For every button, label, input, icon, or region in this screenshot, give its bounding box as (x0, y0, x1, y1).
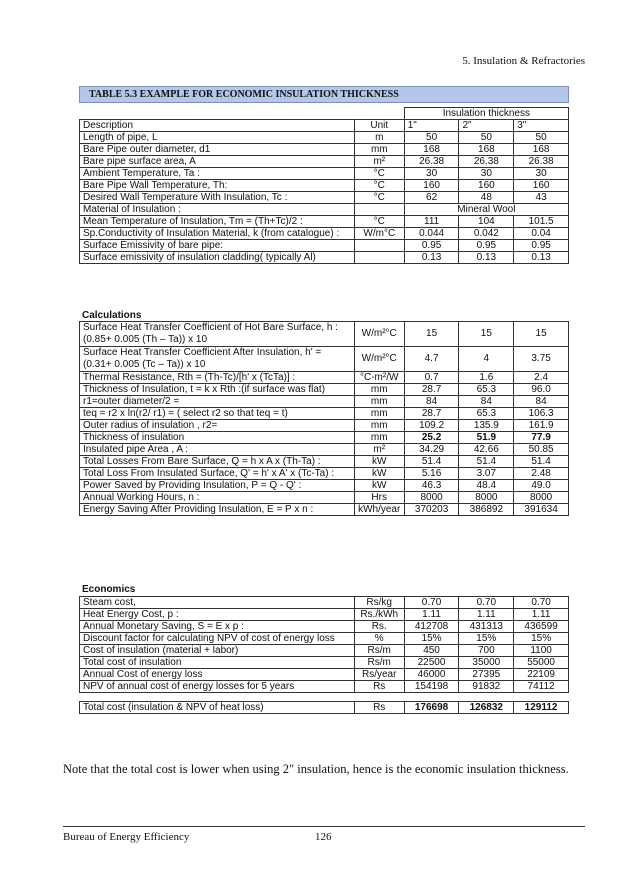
total-1in: 176698 (404, 702, 459, 714)
row-description: Surface Emissivity of bare pipe: (80, 240, 355, 252)
row-value: 412708 (404, 621, 459, 633)
row-unit: Rs/year (354, 669, 404, 681)
calculations-heading: Calculations (82, 310, 142, 321)
row-value: 0.70 (404, 597, 459, 609)
row-value: 168 (404, 144, 459, 156)
row-unit: W/m²°C (354, 347, 404, 372)
row-value: 700 (459, 645, 514, 657)
footer-publisher: Bureau of Energy Efficiency (63, 831, 190, 843)
row-value: 28.7 (404, 408, 459, 420)
row-description: Cost of insulation (material + labor) (80, 645, 355, 657)
row-value: 26.38 (404, 156, 459, 168)
row-value: 50 (404, 132, 459, 144)
row-value: 26.38 (459, 156, 514, 168)
page-number: 126 (315, 831, 332, 843)
row-value: 74112 (514, 681, 569, 693)
row-value: 0.13 (514, 252, 569, 264)
row-unit: kWh/year (354, 504, 404, 516)
row-description: Length of pipe, L (80, 132, 355, 144)
row-value: 436599 (514, 621, 569, 633)
row-value: 50.85 (514, 444, 569, 456)
row-value: 15% (459, 633, 514, 645)
col-2in: 2" (459, 120, 514, 132)
table-row (80, 480, 569, 492)
row-value: 51.4 (514, 456, 569, 468)
row-description: Annual Cost of energy loss (80, 669, 355, 681)
table-row (80, 597, 569, 609)
col-unit: Unit (354, 120, 404, 132)
row-value: 51.4 (459, 456, 514, 468)
row-value: 0.95 (459, 240, 514, 252)
table-row (80, 669, 569, 681)
table-row (80, 372, 569, 384)
row-description: Bare Pipe Wall Temperature, Th: (80, 180, 355, 192)
table-row (80, 192, 569, 204)
table-row (80, 633, 569, 645)
column-header-row (80, 120, 569, 132)
row-value: 15 (404, 322, 459, 347)
row-description: Insulated pipe Area , A : (80, 444, 355, 456)
col-3in: 3" (514, 120, 569, 132)
row-value: 168 (459, 144, 514, 156)
row-value: 96.0 (514, 384, 569, 396)
material-row (80, 204, 569, 216)
calculations-table (79, 321, 569, 516)
total-3in: 129112 (514, 702, 569, 714)
row-description: r1=outer diameter/2 = (80, 396, 355, 408)
table-row (80, 609, 569, 621)
footer-divider (63, 826, 585, 827)
row-description: Bare pipe surface area, A (80, 156, 355, 168)
row-value: 8000 (404, 492, 459, 504)
row-value: 43 (514, 192, 569, 204)
row-description: Annual Working Hours, n : (80, 492, 355, 504)
row-value: 1.11 (514, 609, 569, 621)
row-value: 15% (404, 633, 459, 645)
table-row (80, 240, 569, 252)
row-description: Thermal Resistance, Rth = (Th-Tc)/[h' x (TcTa)] : (80, 372, 355, 384)
row-unit: m (354, 132, 404, 144)
row-unit: mm (354, 420, 404, 432)
row-unit: °C (354, 192, 404, 204)
row-value: 386892 (459, 504, 514, 516)
row-unit: Rs./kWh (354, 609, 404, 621)
row-unit: °C (354, 168, 404, 180)
row-value: 15% (514, 633, 569, 645)
row-value: 26.38 (514, 156, 569, 168)
table-row (80, 444, 569, 456)
row-value: 0.7 (404, 372, 459, 384)
row-value: 50 (459, 132, 514, 144)
table-row (80, 420, 569, 432)
row-value: 48 (459, 192, 514, 204)
row-unit (354, 252, 404, 264)
row-value: 0.042 (459, 228, 514, 240)
row-value: 42.66 (459, 444, 514, 456)
row-value: 106.3 (514, 408, 569, 420)
row-unit: mm (354, 432, 404, 444)
total-desc: Total cost (insulation & NPV of heat loss) (80, 702, 355, 714)
chapter-header: 5. Insulation & Refractories (462, 55, 585, 67)
row-description: Total cost of insulation (80, 657, 355, 669)
row-description: Thickness of insulation (80, 432, 355, 444)
row-value: 46.3 (404, 480, 459, 492)
row-unit: mm (354, 408, 404, 420)
row-description: Bare Pipe outer diameter, d1 (80, 144, 355, 156)
row-description: Steam cost, (80, 597, 355, 609)
row-value: 1100 (514, 645, 569, 657)
table-row (80, 657, 569, 669)
table-row (80, 322, 569, 347)
table-row (80, 396, 569, 408)
row-value: 30 (459, 168, 514, 180)
row-value: 135.9 (459, 420, 514, 432)
table-row (80, 432, 569, 444)
row-unit: kW (354, 456, 404, 468)
table-row (80, 645, 569, 657)
row-description: Ambient Temperature, Ta : (80, 168, 355, 180)
inputs-table (79, 107, 569, 264)
row-value: 450 (404, 645, 459, 657)
row-unit: Rs/m (354, 657, 404, 669)
row-unit: kW (354, 468, 404, 480)
row-value: 370203 (404, 504, 459, 516)
row-value: 2.48 (514, 468, 569, 480)
row-description: teq = r2 x ln(r2/ r1) = ( select r2 so that teq = t) (80, 408, 355, 420)
row-value: 22500 (404, 657, 459, 669)
row-unit: Rs/m (354, 645, 404, 657)
insulation-thickness-header: Insulation thickness (404, 108, 568, 120)
table-row (80, 168, 569, 180)
row-description: Heat Energy Cost, p : (80, 609, 355, 621)
row-value: 55000 (514, 657, 569, 669)
row-unit: mm (354, 396, 404, 408)
row-value: 84 (404, 396, 459, 408)
row-unit: % (354, 633, 404, 645)
row-description: Thickness of Insulation, t = k x Rth :(if surface was flat) (80, 384, 355, 396)
row-value: 0.70 (459, 597, 514, 609)
row-value: 101.5 (514, 216, 569, 228)
table-row (80, 681, 569, 693)
row-value: 84 (459, 396, 514, 408)
row-unit: m² (354, 156, 404, 168)
row-value: 46000 (404, 669, 459, 681)
row-value: 4 (459, 347, 514, 372)
note-text: Note that the total cost is lower when using 2" insulation, hence is the economic insulation thickness. (63, 762, 569, 776)
row-value: 2.4 (514, 372, 569, 384)
table-row (80, 504, 569, 516)
row-description: Annual Monetary Saving, S = E x p : (80, 621, 355, 633)
row-description: Outer radius of insulation , r2= (80, 420, 355, 432)
row-unit: W/m°C (354, 228, 404, 240)
row-description: Surface emissivity of insulation cladding( typically Al) (80, 252, 355, 264)
row-unit: Rs. (354, 621, 404, 633)
row-value: 91832 (459, 681, 514, 693)
table-row (80, 180, 569, 192)
row-description: Sp.Conductivity of Insulation Material, k (from catalogue) : (80, 228, 355, 240)
row-unit: W/m²°C (354, 322, 404, 347)
row-description: Energy Saving After Providing Insulation, E = P x n : (80, 504, 355, 516)
table-row (80, 621, 569, 633)
row-unit: °C (354, 180, 404, 192)
row-value: 3.07 (459, 468, 514, 480)
row-value: 111 (404, 216, 459, 228)
table-row (80, 156, 569, 168)
table-row (80, 216, 569, 228)
row-value: 0.95 (514, 240, 569, 252)
row-unit: kW (354, 480, 404, 492)
row-value: 431313 (459, 621, 514, 633)
row-value: 62 (404, 192, 459, 204)
row-value: 391634 (514, 504, 569, 516)
table-row (80, 252, 569, 264)
table-row (80, 492, 569, 504)
group-header-row (80, 108, 569, 120)
row-value: 1.6 (459, 372, 514, 384)
row-value: 30 (514, 168, 569, 180)
economics-heading: Economics (82, 584, 136, 595)
row-description: NPV of annual cost of energy losses for 5 years (80, 681, 355, 693)
row-description: Mean Temperature of Insulation, Tm = (Th+Tc)/2 : (80, 216, 355, 228)
col-1in: 1" (404, 120, 459, 132)
row-value: 77.9 (514, 432, 569, 444)
row-unit (354, 240, 404, 252)
row-value: 65.3 (459, 384, 514, 396)
row-description: Total Losses From Bare Surface, Q = h x A x (Th-Ta) : (80, 456, 355, 468)
row-value: 104 (459, 216, 514, 228)
row-value: 0.04 (514, 228, 569, 240)
table-row (80, 132, 569, 144)
table-row (80, 408, 569, 420)
row-unit: m² (354, 444, 404, 456)
row-value: 160 (459, 180, 514, 192)
material-value: Mineral Wool (404, 204, 568, 216)
row-value: 154198 (404, 681, 459, 693)
row-value: 160 (514, 180, 569, 192)
row-value: 0.95 (404, 240, 459, 252)
table-row (80, 228, 569, 240)
row-unit: °C-m²/W (354, 372, 404, 384)
row-unit: Rs/kg (354, 597, 404, 609)
row-value: 22109 (514, 669, 569, 681)
row-value: 5.16 (404, 468, 459, 480)
row-unit: mm (354, 144, 404, 156)
row-description: Discount factor for calculating NPV of cost of energy loss (80, 633, 355, 645)
row-value: 28.7 (404, 384, 459, 396)
row-value: 8000 (459, 492, 514, 504)
economics-table (79, 596, 569, 714)
row-value: 0.13 (459, 252, 514, 264)
table-title: TABLE 5.3 EXAMPLE FOR ECONOMIC INSULATION THICKNESS (79, 86, 569, 103)
row-value: 15 (514, 322, 569, 347)
row-unit: Hrs (354, 492, 404, 504)
row-description: Power Saved by Providing Insulation, P = Q - Q' : (80, 480, 355, 492)
row-value: 168 (514, 144, 569, 156)
row-value: 0.13 (404, 252, 459, 264)
row-unit: mm (354, 384, 404, 396)
row-value: 1.11 (404, 609, 459, 621)
row-value: 30 (404, 168, 459, 180)
row-description: Surface Heat Transfer Coefficient of Hot Bare Surface, h :(0.85+ 0.005 (Th – Ta)) x 10 (80, 322, 355, 347)
table-row (80, 347, 569, 372)
table-row (80, 468, 569, 480)
row-value: 0.044 (404, 228, 459, 240)
row-value: 84 (514, 396, 569, 408)
row-value: 3.75 (514, 347, 569, 372)
row-value: 160 (404, 180, 459, 192)
row-description: Surface Heat Transfer Coefficient After Insulation, h' = (0.31+ 0.005 (Tc – Ta)) x 10 (80, 347, 355, 372)
row-value: 48.4 (459, 480, 514, 492)
row-value: 34.29 (404, 444, 459, 456)
table-row (80, 384, 569, 396)
row-value: 4.7 (404, 347, 459, 372)
col-description: Description (80, 120, 355, 132)
row-value: 161.9 (514, 420, 569, 432)
row-unit: Rs (354, 681, 404, 693)
table-row (80, 144, 569, 156)
row-value: 50 (514, 132, 569, 144)
row-value: 8000 (514, 492, 569, 504)
row-value: 51.4 (404, 456, 459, 468)
row-value: 1.11 (459, 609, 514, 621)
total-cost-row (80, 702, 569, 714)
row-value: 0.70 (514, 597, 569, 609)
row-unit: °C (354, 216, 404, 228)
total-unit: Rs (354, 702, 404, 714)
row-value: 27395 (459, 669, 514, 681)
row-value: 15 (459, 322, 514, 347)
row-description: Desired Wall Temperature With Insulation, Tc : (80, 192, 355, 204)
row-description: Total Loss From Insulated Surface, Q' = h' x A' x (Tc-Ta) : (80, 468, 355, 480)
row-value: 109.2 (404, 420, 459, 432)
row-value: 35000 (459, 657, 514, 669)
row-value: 25.2 (404, 432, 459, 444)
row-value: 49.0 (514, 480, 569, 492)
row-value: 65.3 (459, 408, 514, 420)
total-2in: 126832 (459, 702, 514, 714)
table-row (80, 456, 569, 468)
row-value: 51.9 (459, 432, 514, 444)
material-label: Material of Insulation : (80, 204, 355, 216)
